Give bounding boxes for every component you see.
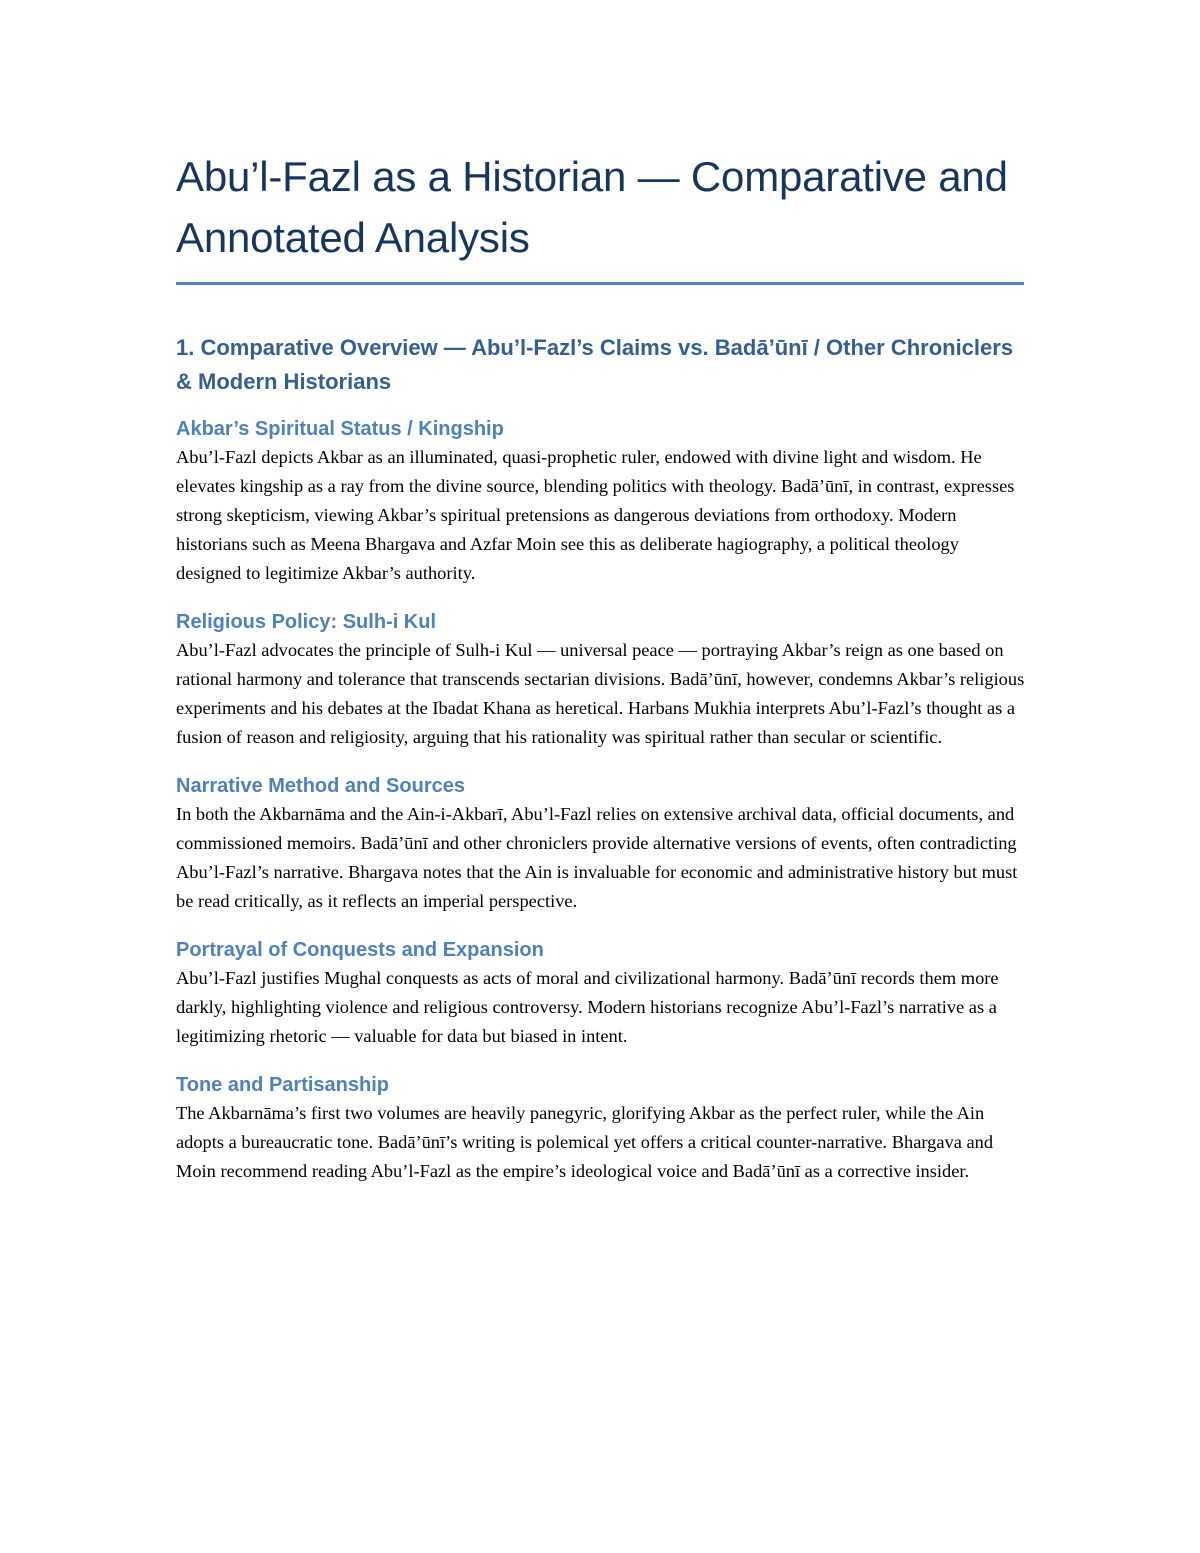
- subsection-body: In both the Akbarnāma and the Ain-i-Akbarī, Abu’l-Fazl relies on extensive archival data, official documents, and commissioned memoirs. Badā’ūnī and other chroniclers provide alternative versions of events, often contradicting Abu’l-Fazl’s narrative. Bhargava notes that the Ain is invaluable for economic and administrative history but must be read critically, as it reflects an imperial perspective.: [176, 804, 1018, 911]
- subsection-body: Abu’l-Fazl depicts Akbar as an illuminated, quasi-prophetic ruler, endowed with divine light and wisdom. He elevates kingship as a ray from the divine source, blending politics with theology. Badā’ūnī, in contrast, expresses strong skepticism, viewing Akbar’s spiritual pretensions as dangerous deviations from orthodoxy. Modern historians such as Meena Bhargava and Azfar Moin see this as deliberate hagiography, a political theology designed to legitimize Akbar’s authority.: [176, 447, 1015, 583]
- subsection-heading: Tone and Partisanship: [176, 1074, 389, 1096]
- title-underline-rule: [176, 282, 1024, 285]
- subsection-heading: Narrative Method and Sources: [176, 775, 465, 797]
- subsection-heading: Akbar’s Spiritual Status / Kingship: [176, 418, 504, 440]
- subsection-conquests: [176, 936, 1026, 1051]
- subsection-tone: [176, 1071, 1026, 1186]
- section-heading: 1. Comparative Overview — Abu’l-Fazl’s Claims vs. Badā’ūnī / Other Chroniclers & Modern Historians: [176, 335, 1014, 394]
- subsection-heading: Religious Policy: Sulh-i Kul: [176, 611, 437, 633]
- subsection-religious-policy: [176, 608, 1026, 752]
- document-content: [176, 146, 1026, 1186]
- subsection-spiritual-status: [176, 415, 1026, 588]
- subsection-heading: Portrayal of Conquests and Expansion: [176, 939, 544, 961]
- subsection-body: The Akbarnāma’s first two volumes are heavily panegyric, glorifying Akbar as the perfect ruler, while the Ain adopts a bureaucratic tone. Badā’ūnī’s writing is polemical yet offers a critical counter-narrative. Bhargava and Moin recommend reading Abu’l-Fazl as the empire’s ideological voice and Badā’ūnī as a corrective insider.: [176, 1103, 994, 1181]
- subsection-body: Abu’l-Fazl justifies Mughal conquests as acts of moral and civilizational harmony. Badā’ūnī records them more darkly, highlighting violence and religious controversy. Modern historians recognize Abu’l-Fazl’s narrative as a legitimizing rhetoric — valuable for data but biased in intent.: [176, 968, 999, 1046]
- subsection-body: Abu’l-Fazl advocates the principle of Sulh-i Kul — universal peace — portraying Akbar’s reign as one based on rational harmony and tolerance that transcends sectarian divisions. Badā’ūnī, however, condemns Akbar’s religious experiments and his debates at the Ibadat Khana as heretical. Harbans Mukhia interprets Abu’l-Fazl’s thought as a fusion of reason and religiosity, arguing that his rationality was spiritual rather than secular or scientific.: [176, 640, 1025, 747]
- subsection-narrative-method: [176, 772, 1026, 916]
- document-title: Abu’l-Fazl as a Historian — Comparative and Annotated Analysis: [176, 153, 1008, 261]
